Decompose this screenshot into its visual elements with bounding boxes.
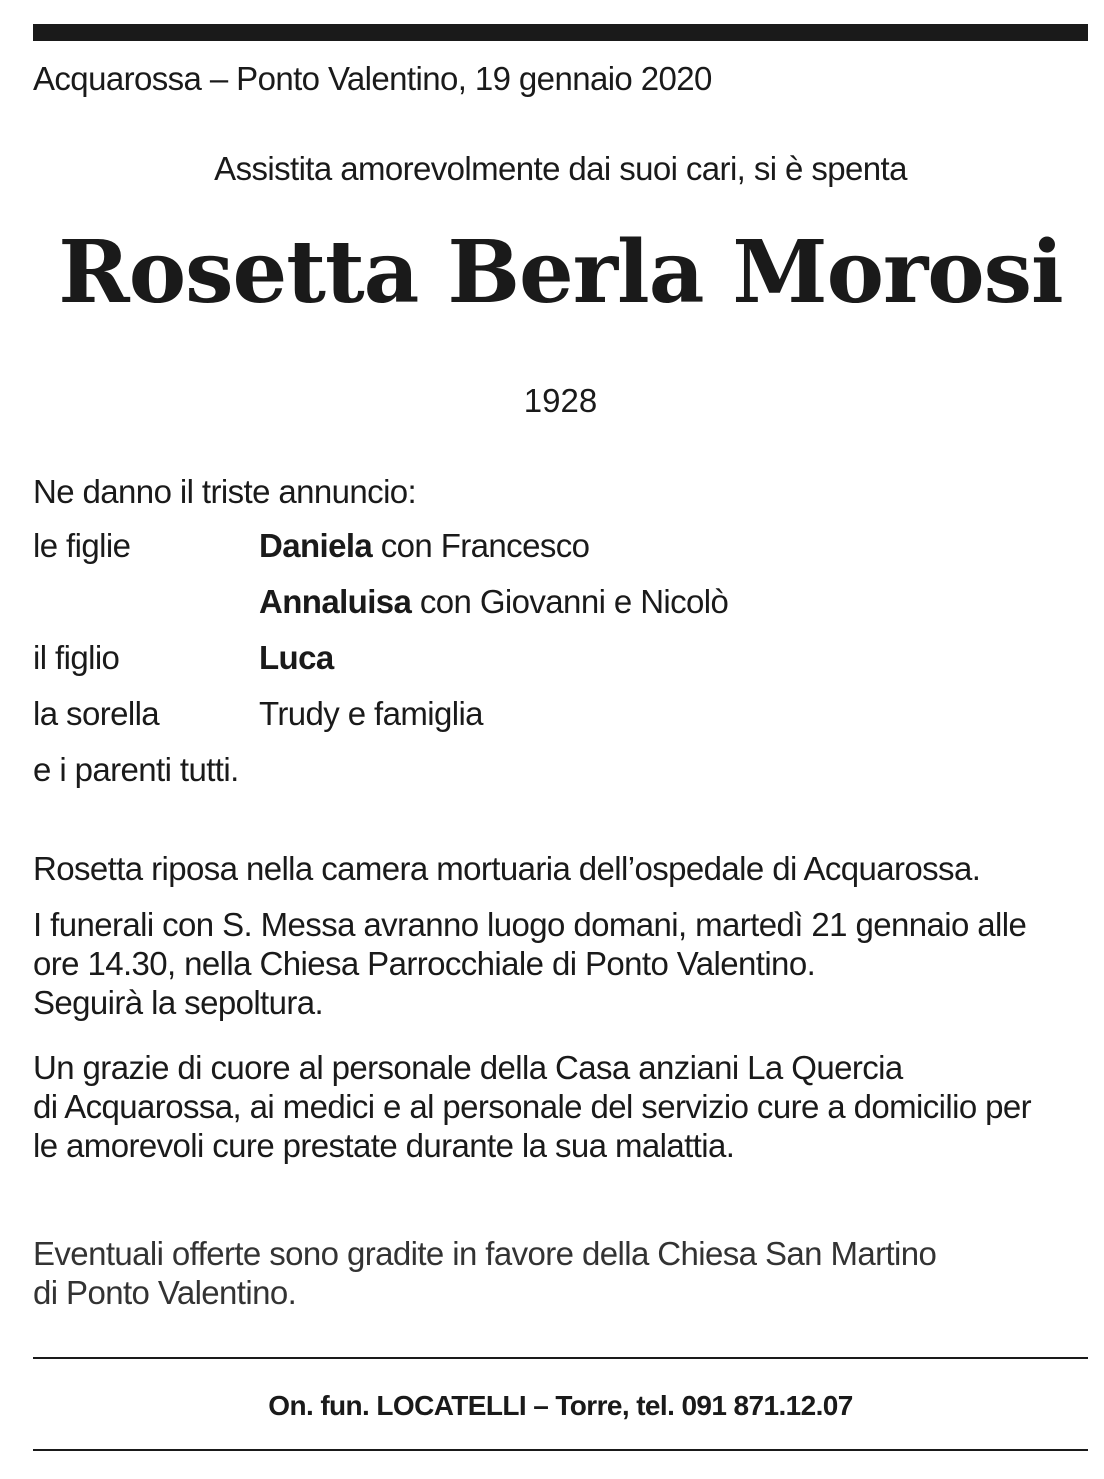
intro-text: Assistita amorevolmente dai suoi cari, si è spenta (214, 150, 907, 187)
relative-name-bold: Annaluisa (259, 583, 412, 620)
relative-name-rest: con Giovanni e Nicolò (411, 583, 729, 620)
footer-bottom-rule (33, 1449, 1088, 1451)
funeral-line-3: Seguirà la sepoltura. (33, 984, 324, 1021)
donations-line-2: di Ponto Valentino. (33, 1274, 297, 1311)
donations-paragraph (33, 1234, 1088, 1312)
relative-names (259, 695, 483, 733)
deceased-name: Rosetta Berla Morosi (58, 222, 1063, 323)
donations-line-1: Eventuali offerte sono gradite in favore della Chiesa San Martino (33, 1235, 937, 1272)
dateline: Acquarossa – Ponto Valentino, 19 gennaio 2020 (33, 60, 712, 97)
relative-name-bold: Luca (259, 639, 334, 676)
funeral-paragraph (33, 905, 1088, 1022)
relative-name-rest: con Francesco (372, 527, 590, 564)
relation-label: il figlio (33, 639, 120, 676)
relative-names (259, 527, 589, 565)
relatives-closing: e i parenti tutti. (33, 751, 239, 788)
funeral-line-1: I funerali con S. Messa avranno luogo domani, martedì 21 gennaio alle (33, 906, 1027, 943)
funeral-line-2: ore 14.30, nella Chiesa Parrocchiale di Ponto Valentino. (33, 945, 816, 982)
announcement-heading: Ne danno il triste annuncio: (33, 473, 417, 510)
thanks-line-2: di Acquarossa, ai medici e al personale del servizio cure a domicilio per (33, 1088, 1032, 1125)
relative-names (259, 639, 334, 677)
relation-label: le figlie (33, 527, 131, 564)
top-rule (33, 24, 1088, 41)
footer-top-rule (33, 1357, 1088, 1359)
relative-names (259, 583, 728, 621)
relative-name-rest: Trudy e famiglia (259, 695, 483, 732)
funeral-home-contact: On. fun. LOCATELLI – Torre, tel. 091 871.12.07 (268, 1390, 853, 1421)
relative-name-bold: Daniela (259, 527, 373, 564)
thanks-paragraph (33, 1048, 1088, 1165)
thanks-line-3: le amorevoli cure prestate durante la sua malattia. (33, 1127, 735, 1164)
thanks-line-1: Un grazie di cuore al personale della Casa anziani La Quercia (33, 1049, 903, 1086)
relation-label: la sorella (33, 695, 160, 732)
wake-line: Rosetta riposa nella camera mortuaria dell’ospedale di Acquarossa. (33, 850, 981, 887)
birth-year: 1928 (523, 382, 598, 419)
wake-paragraph (33, 849, 1088, 888)
